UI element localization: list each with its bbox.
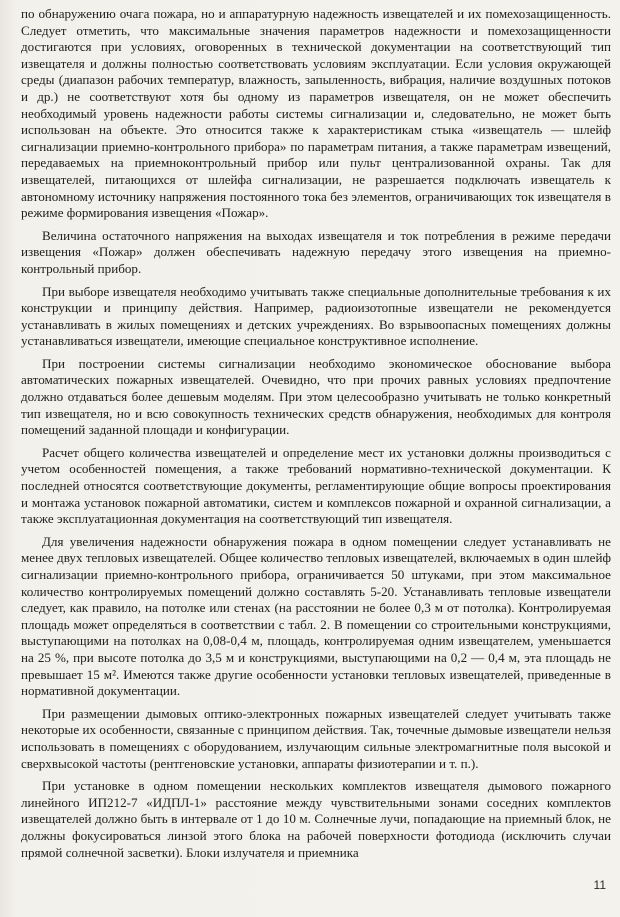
paragraph-8: При установке в одном помещении нескольких комплектов извещателя дымового пожарного линейного ИП212-7 «ИДПЛ-1» расстояние между чувствительными зонами соседних комплектов извещателей должно быть в интервале от 1 до 10 м. Солнечные лучи, попадающие на приемный блок, не должны фокусироваться линзой этого блока на рабочей поверхности фотодиода (исключить случаи прямой солнечной засветки). Блоки излучателя и приемника	[21, 778, 611, 860]
paragraph-3: При выборе извещателя необходимо учитывать также специальные дополнительные требования к их конструкции и принципу действия. Например, радиоизотопные извещатели не рекомендуется устанавливать в жилых помещениях и детских учреждениях. Во взрывоопасных помещениях должны устанавливаться извещатели, имеющие специальное конструктивное исполнение.	[21, 283, 611, 349]
paragraph-1: по обнаружению очага пожара, но и аппаратурную надежность извещателей и их помехозащищенность. Следует отметить, что максимальные значения параметров надежности и помехозащищенности достигаются при условиях, оговоренных в технической документации на соответствующий тип извещателя и должны полностью соответствовать условиям эксплуатации. Если условия окружающей среды (диапазон рабочих температур, влажность, запыленность, вибрация, наличие воздушных потоков и др.) не соответствуют хотя бы одному из параметров извещателя, он не может обеспечить необходимый уровень надежности работы системы сигнализации и, следовательно, не может быть использован на объекте. Это относится также к характеристикам стыка «извещатель — шлейф сигнализации приемно-контрольного прибора» по параметрам питания, а также параметрам извещений, передаваемых на приемноконтрольный прибор или пульт централизованной охраны. Так для извещателей, питающихся от шлейфа сигнализации, не разрешается подключать извещатель к автономному источнику напряжения постоянного тока без элементов, ограничивающих ток извещателя в режиме формирования извещения «Пожар».	[21, 6, 611, 221]
paragraph-5: Расчет общего количества извещателей и определение мест их установки должны производиться с учетом особенностей помещения, а также требований нормативно-технической документации. К последней относятся соответствующие документы, регламентирующие общие вопросы проектирования и монтажа установок пожарной автоматики, систем и комплексов пожарной и охранной сигнализации, а также эксплуатационная документация на соответствующий тип извещателя.	[21, 444, 611, 527]
paragraph-2: Величина остаточного напряжения на выходах извещателя и ток потребления в режиме передачи извещения «Пожар» должен обеспечивать надежную передачу этого извещения на приемно-контрольный прибор.	[21, 227, 611, 276]
page-number: 11	[593, 878, 606, 892]
paragraph-4: При построении системы сигнализации необходимо экономическое обоснование выбора автоматических пожарных извещателей. Очевидно, что при прочих равных условиях предпочтение должно отдаваться более дешевым моделям. При этом целесообразно учитывать не только конкретный тип извещателя, но и всю совокупность технических средств обнаружения, необходимых для контроля помещений заданной площади и конфигурации.	[21, 355, 611, 438]
paragraph-6: Для увеличения надежности обнаружения пожара в одном помещении следует устанавливать не менее двух тепловых извещателей. Общее количество тепловых извещателей, включаемых в один шлейф сигнализации приемно-контрольного прибора, ограничивается 50 штуками, при этом максимальное количество контролируемых помещений должно составлять 5-20. Устанавливать тепловые извещатели следует, как правило, на потолке или стенах (на расстоянии не более 0,3 м от потолка). Контролируемая площадь может определяться в соответствии с табл. 2. В помещении со строительными конструкциями, выступающими на потолках на 0,08-0,4 м, площадь, контролируемая одним извещателем, уменьшается на 25 %, при высоте потолка до 3,5 м и конструкциями, выступающими на 0,2 — 0,4 м, эта площадь не превышает 15 м². Имеются также другие особенности установки тепловых извещателей, приведенные в нормативной документации.	[21, 533, 611, 699]
body-text	[21, 6, 611, 867]
paragraph-7: При размещении дымовых оптико-электронных пожарных извещателей следует учитывать также некоторые их особенности, связанные с принципом действия. Так, точечные дымовые извещатели нельзя использовать в помещениях с оборудованием, излучающим сильные электромагнитные поля высокой и сверхвысокой частоты (рентгеновские установки, аппараты физиотерапии и т. п.).	[21, 705, 611, 771]
